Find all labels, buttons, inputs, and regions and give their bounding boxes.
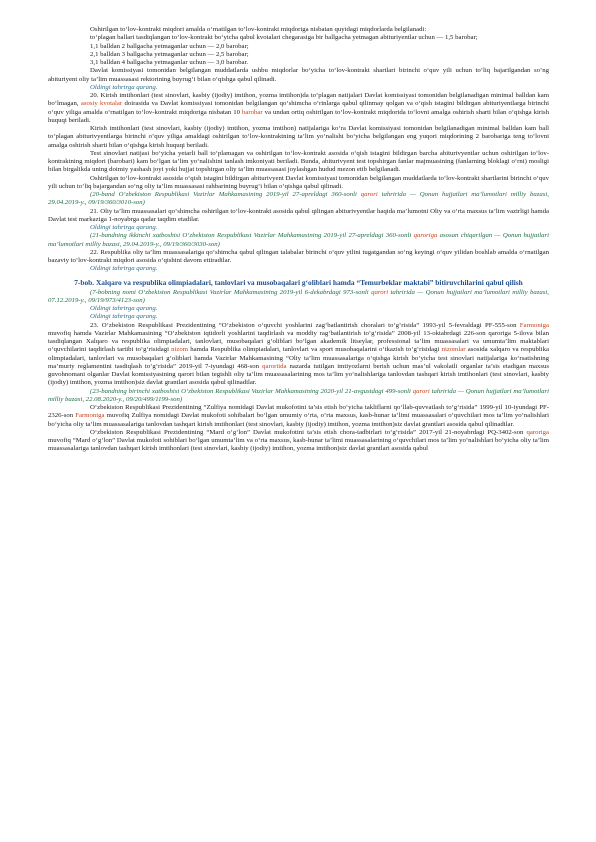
paragraph: Oshirilgan to‘lov-kontrakt miqdori amalda o‘rnatilgan to‘lov-kontrakt miqdoriga nisbatan quyidagi miqdorlarda belgilanadi: — [90, 26, 427, 33]
inline-link[interactable]: Farmoniga — [75, 412, 105, 420]
paragraph-21: 21. Oliy ta’lim muassasalari qo‘shimcha oshirilgan to‘lov-kontrakt asosida qabul qilingan abiturivyentlar haqida ma’lumotni Oliy va o‘rta maxsus ta’lim vazirligi hamda Davlat test markaziga 1-noyabrga qadar taqdim etadilar. — [48, 207, 549, 223]
paragraph: Oshirilgan to‘lov-kontrakt asosida o‘qish istagini bildirgan abiturivyent Davlat komissiyasi tomonidan belgilangan muddatlarda to‘lov-kontrakt shartlarini birinchi o‘quv yili uchun to‘liq bajargandan so‘ng oliy ta’lim muassasasi rahbarining buyrug‘i bilan o‘qishga qabul qilinadi. — [48, 174, 549, 190]
inline-link[interactable]: asosiy kvotalar — [80, 100, 123, 108]
text: 23. O‘zbekiston Respublikasi Prezidentining “O‘zbekiston o‘quvchi yoshlarini zag‘batlantirish choralari to‘g‘risida” 1993-yil 5-fevraldagi PF-555-son — [90, 321, 520, 329]
text: (23-bandning birinchi xatboshisi O‘zbekiston Respublikasi Vazirlar Mahkamasining 2020-yil 21-avgustdagi 499-sonli — [90, 387, 413, 395]
inline-link[interactable]: qarori — [412, 387, 430, 395]
text: O‘zbekiston Respublikasi Prezidentining “Zulfiya nomidagi Davlat mukofotini ta’sis etish bo‘yicha takliflarni qo‘llab-quvvatlash to‘g‘risida” 1999-yil 10-iyundagi PF-2326-son — [48, 404, 549, 420]
inline-link[interactable]: nizomlar — [441, 346, 466, 354]
text: tahririda — Qonun hujjatlari ma’lumotlari milliy bazasi, 22.08.2020-y., 09/20/499/1199-son) — [48, 387, 549, 403]
text: (21-bandning ikkinchi xatboshisi O‘zbekiston Respublikasi Vazirlar Mahkamasining 2019-yil 27-apreldagi 360-sonli — [90, 232, 414, 240]
amendment-note — [48, 232, 549, 249]
inline-link[interactable]: Farmoniga — [519, 321, 549, 329]
paragraph — [48, 429, 549, 454]
previous-edition-link[interactable]: Oldingi tahrirga qarang. — [90, 83, 158, 91]
paragraph — [48, 404, 549, 429]
chapter-heading: 7-bob. Xalqaro va respublika olimpiadalari, tanlovlari va musobaqalari g‘oliblari hamda “Temurbeklar maktabi” bitiruvchilarini qabul qilish — [74, 277, 523, 287]
paragraph-22: 22. Respublika oliy ta’lim muassasalariga qo‘shimcha qabul qilingan talabalar birinchi o‘quv yilini tugatgandan so‘ng keyingi o‘quv yilidan boshlab amalda o‘rnatilgan bazaviy to‘lov-kontrakt miqdori asosida o‘qishini davom ettiradilar. — [48, 248, 549, 264]
paragraph: Davlat komissiyasi tomonidan belgilangan muddatlarda ushbu miqdorlar bo‘yicha to‘lov-kontrakt shartlari birinchi o‘quv yili uchun to‘liq bajarilgandan so‘ng abituriyent oliy ta’lim muassasasi rektorining buyrug‘i bilan o‘qishga qabul qilinadi. — [48, 67, 549, 83]
text: hamda Respublika olimpiadalari, tanlovlari va sport musobaqalarini o‘tkazish to‘g‘risidagi — [188, 346, 442, 354]
paragraph: to‘plagan ballari tasdiqlangan to‘lov-kontrakt bo‘yicha qabul kvotalari chegarasiga bir ballgacha yetmagan abituriyentlar uchun — 1,5 barobar; — [90, 34, 478, 42]
text: tahririda — Qonun hujjatlari ma’lumotlari milliy bazasi, 29.04.2019-y., 09/19/360/3010-son) — [48, 191, 549, 207]
list-item: 2,1 balldan 3 ballgacha yetmaganlar uchun — 2,5 barobar; — [90, 50, 249, 58]
text: O‘zbekiston Respublikasi Prezidentining “Mard o‘g‘lon” Davlat mukofotini ta’sis etish chora-tadbirlari to‘g‘risida” 2017-yil 21-noyabrdagi PQ-3402-son — [90, 428, 527, 436]
text: (20-band O‘zbekiston Respublikasi Vazirlar Mahkamasining 2019-yil 27-apreldagi 360-sonli — [90, 191, 361, 198]
text: (7-bobning nomi O‘zbekiston Respublikasi Vazirlar Mahkamasining 2019-yil 6-dekabrdagi 973-sonli — [90, 288, 372, 296]
previous-edition-link[interactable]: Oldingi tahrirga qarang. — [90, 305, 158, 312]
text: 20. Kirish imtihonlari (test sinovlari, kasbiy (ijodiy) imtihon, yozma imtihon)da to‘plagan natijalari Davlat komissiyasi tomonidan belgilanadigan minimal balldan kam bo‘lmagan, — [48, 92, 549, 108]
amendment-note — [48, 388, 549, 405]
text: doirasida va Davlat komissiyasi tomonidan belgilangan qo‘shimcha o‘rinlarga qabul qilinmay qolgan va o‘qish istagini bildirgan abituriyentlarga birinchi o‘quv yiliga amalda o‘rnatilgan to‘lov-kontrakt miqdoriga nisbatan 10 — [48, 100, 549, 116]
text: muvofiq hamda Vazirlar Mahkamasining “O‘zbekiston iqtidorli yoshlarini taqdirlash va moddiy rag‘batlantirish to‘g‘risida” 2008-yil 13-oktabrdagi 226-son qaroriga 5-ilova bilan tasdiqlangan Xalqaro va respublika olimpiadalari, tanlovlari, musobaqalari g‘oliblari bo‘lgan akademik litseylar, professional ta’lim muassasalari va umumta’lim maktablari o‘quvchilarini taqdirlash tartibi to‘g‘risidagi — [48, 329, 549, 354]
list-item: 3,1 balldan 4 ballgacha yetmaganlar uchun — 3,0 barobar. — [90, 59, 249, 66]
paragraph-20 — [48, 92, 549, 125]
inline-link[interactable]: qaroriga — [526, 428, 549, 436]
inline-link[interactable]: barobar — [241, 108, 263, 116]
text: asosida xalqaro va respublika olimpiadalari, tanlovlari va musobaqalari g‘oliblari hamda Vazirlar Mahkamasining “Oliy ta’lim muassasalariga o‘qishga kirish bo‘yicha test sinovlari natijalariga ko‘rsatishning ma’muriy reglamentini tasdiqlash to‘g‘risida” 2019-yil 7-iyundagi 468-son — [48, 346, 549, 370]
inline-link[interactable]: qarori — [360, 191, 378, 198]
text: tahririda — Qonun hujjatlari ma’lumotlari milliy bazasi, 07.12.2019-y., 09/19/973/4123-son) — [48, 288, 549, 304]
paragraph: Kirish imtihonlari (test sinovlari, kasbiy (ijodiy) imtihon, yozma imtihon) natijalariga ko‘ra Davlat komissiyasi tomonidan belgilanadigan minimal balldan kam ball to‘plagan abiturivyentlarga birinchi o‘quv yiliga amaldagi oshirilgan to‘lov-kontraktning ta’lim yo‘nalishi bo‘yicha belgilangan eng yuqori miqdorining 2 barobariga teng to‘lovni amalga oshirish sharti bilan o‘qishga kirish huquqi beriladi. — [48, 125, 549, 149]
inline-link[interactable]: qaroriga — [413, 232, 438, 240]
text: muvofiq “Mard o‘g‘lon” Davlat mukofoti sohiblari bo‘lgan umumta’lim va o‘rta maxsus, kasb-hunar ta’limi muassasalarining o‘quvchilari mos ta’lim yo‘nalishlari bo‘yicha oliy ta’lim muassasalariga tanlovdan tashqari kirish imtihonlari (test sinovlari, kasbiy (ijodiy) imtihon, yozma imtihon)siz davlat grantlari asosida qabul — [48, 437, 549, 453]
text: nazarda tutilgan imtiyozlarni berish uchun mas’ul vakolatli organlar ta’sis etadigan maxsus guvohnomani olganlar Davlat komissiyasining qarori bilan tegishli oliy ta’lim muassasalarining mos ta’lim yo‘nalishlariga tanlovdan tashqari kirish imtihonlari (test sinovlari, kasbiy (ijodiy) imtihon, yozma imtihon)siz davlat grantlari asosida qabul qilinadilar. — [48, 362, 549, 387]
list-item: 1,1 balldan 2 ballgacha yetmaganlar uchun — 2,0 barobar; — [90, 42, 249, 50]
paragraph-23 — [48, 322, 549, 388]
amendment-note — [48, 289, 549, 306]
inline-link[interactable]: qaroriida — [262, 362, 287, 370]
previous-edition-link[interactable]: Oldingi tahrirga qarang. — [90, 313, 158, 321]
inline-link[interactable]: qarori — [371, 288, 389, 296]
inline-link[interactable]: nizom — [171, 346, 189, 354]
previous-edition-link[interactable]: Oldingi tahrirga qarang. — [90, 265, 158, 273]
paragraph: Test sinovlari natijasi bo‘yicha yetarli ball to‘plamagan va oshirilgan to‘lov-kontrakt asosida o‘qish istagini bildirgan barcha abiturivyentlar uchun oshirilgan to‘lov-kontraktning miqdori (barobari) kam bo‘lgan ta’lim yo‘nalishini tanlash imkoniyati beriladi. Bunda, abiturivyent test topshirgan fanlar majmuasining (fanlarning bloklagi o‘rni) mosligi bilan birgalikda uning doimiy yashash joyi yoki hujjat topshirgan oliy ta’lim muassasasi joylashgan hudud mezon etib belgilanadi. — [48, 149, 549, 174]
text: muvofiq Zulfiya nomidagi Davlat mukofoti sohibalari bo‘lgan umumiy o‘rta, o‘rta maxsus, kasb-hunar ta’limi muassasalari o‘quvchilari mos ta’lim yo‘nalishlari bo‘yicha oliy ta’lim muassasalariga tanlovdan tashqari kirish imtihonlari (test sinovlari, kasbiy (ijodiy) imtihon, yozma imtihon)siz davlat grantlari asosida qabul qilinadilar. — [48, 412, 550, 428]
previous-edition-link[interactable]: Oldingi tahrirga qarang. — [90, 224, 158, 231]
text: va undan ortiq oshirilgan to‘lov-kontrakt miqdorida to‘lovni amalga oshirish sharti bilan o‘qishga kirish huquqi beriladi. — [48, 108, 550, 124]
text: asosan chiqarilgan — Qonun hujjatlari ma’lumotlari milliy bazasi, 29.04.2019-y., 09/19/360/3030-son) — [48, 232, 550, 248]
amendment-note — [48, 191, 549, 208]
